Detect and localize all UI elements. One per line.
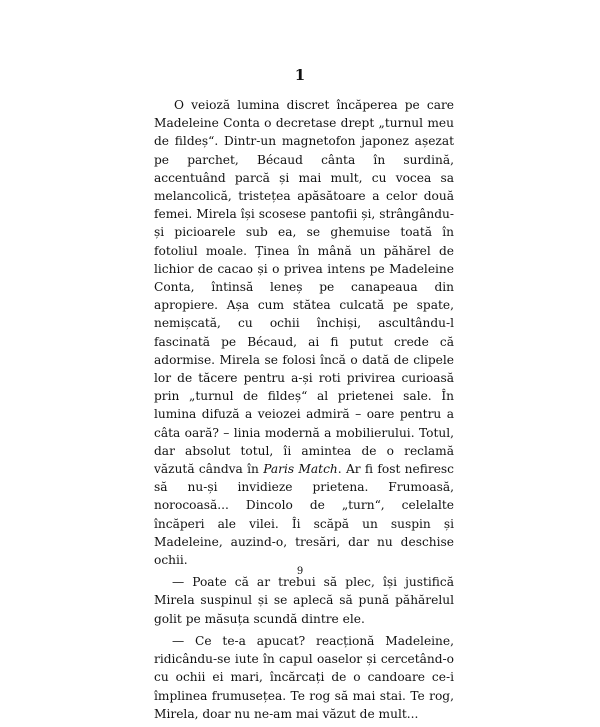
body-text [154, 96, 454, 727]
paragraph-1-italic-title: Paris Match [263, 462, 338, 477]
chapter-number: 1 [294, 66, 306, 84]
paragraph-1-text-a: O veioză lumina discret încăperea pe care Madeleine Conta o decretase drept „turnul meu de fildeș“. Dintr-un magnetofon japonez așezat pe parchet, Bécaud cânta în surdină, accentuând parcă și mai mult, cu vocea sa melancolică, tristețea apăsătoare a celor două femei. Mirela își scosese pantofii și, strângându-și picioarele sub ea, se ghemuise toată în fotoliul moale. Ținea în mână un păhărel de lichior de cacao și o privea intens pe Madeleine Conta, întinsă leneș pe canapeaua din apropiere. Așa cum stătea culcată pe spate, nemișcată, cu ochii închiși, ascultându-l fascinată pe Bécaud, ai fi putut crede că adormise. Mirela se folosi încă o dată de clipele lor de tăcere pentru a-și roti privirea curioasă prin „turnul de fildeș“ al prietenei sale. În lumina difuză a veiozei admiră – oare pentru a câta oară? – linia modernă a mobilierului. Totul, dar absolut totul, îi amintea de o reclamă văzută cândva în [154, 98, 454, 477]
paragraph-1-text-b: . Ar fi fost nefiresc să nu-și invidieze prietena. Frumoasă, norocoasă... Dincolo de „turn“, celelalte încăperi ale vilei. Îi scăpă un suspin și Madeleine, auzind-o, tresări, dar nu deschise ochii. [154, 462, 454, 568]
paragraph-3: — Ce te-a apucat? reacționă Madeleine, ridicându-se iute în capul oaselor și cercetând-o cu ochii ei mari, încărcați de o candoare ce-i împlinea frumusețea. Te rog să mai stai. Te rog, Mirela, doar nu ne-am mai văzut de mult... [154, 633, 454, 721]
paragraph-2: — Poate că ar trebui să plec, își justifică Mirela suspinul și se aplecă să pună păhărelul golit pe măsuța scundă dintre ele. [154, 575, 454, 626]
page-number: 9 [296, 566, 304, 577]
paragraph-1 [154, 96, 454, 569]
